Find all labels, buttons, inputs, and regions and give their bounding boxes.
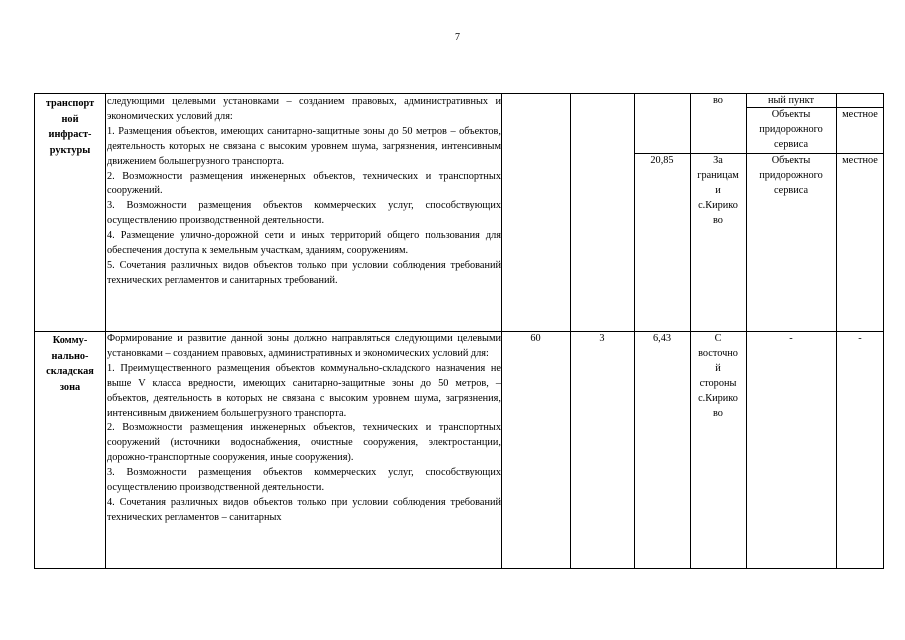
- area-cell: 20,85: [650, 155, 674, 166]
- location-cell: За границам и с.Кирико во: [697, 155, 739, 226]
- object-cell: Объекты придорожного сервиса: [759, 109, 823, 150]
- zone-table: [34, 93, 884, 569]
- object-cell: -: [789, 333, 793, 344]
- zone-name: Комму- нально- складская зона: [46, 335, 94, 393]
- zone-description: следующими целевыми установками – созданием правовых, административных и экономических условий для: 1. Размещения объектов, имеющих санитарно-защитные зоны до 50 метров – объектов, деятельность которых не связана с высоким уровнем шума, загрязнения, интенсивным движением большегрузного транспорта. 2. Возможности размещения инженерных объектов, технических и транспортных сооружений. 3. Возможности размещения объектов коммерческих услуг, способствующих осуществлению производственной деятельности. 4. Размещение улично-дорожной сети и иных территорий общего пользования для обеспечения доступа к земельным участкам, зданиям, сооружениям. 5. Сочетания различных видов объектов только при условии соблюдения требований технических регламентов и санитарных требований.: [107, 96, 501, 286]
- object-cell: ный пункт: [767, 95, 815, 106]
- zone-name: транспорт ной инфраст- руктуры: [45, 98, 95, 156]
- value-cell: 60: [530, 333, 541, 344]
- page-number: 7: [455, 32, 460, 43]
- location-cell: во: [713, 95, 723, 106]
- location-cell: С восточно й стороны с.Кирико во: [698, 333, 738, 419]
- significance-cell: -: [858, 333, 862, 344]
- significance-cell: местное: [842, 155, 878, 166]
- significance-cell: местное: [842, 109, 878, 120]
- object-cell: Объекты придорожного сервиса: [759, 155, 823, 196]
- value-cell: 3: [599, 333, 605, 344]
- area-cell: 6,43: [652, 333, 672, 344]
- zone-description: Формирование и развитие данной зоны должно направляться следующими целевыми установками – созданием правовых, административных и экономических условий для: 1. Преимущественного размещения объектов коммунально-складского назначения не выше V класса вредности, имеющих санитарно-защитные зоны до 50 метров, – объектов, деятельность в которых не связана с высоким уровнем шума, загрязнения, интенсивным движением большегрузного транспорта. 2. Возможности размещения инженерных объектов, технических и транспортных сооружений (источники водоснабжения, очистные сооружения, электростанции, дорожно-транспортные сооружения, иные сооружения). 3. Возможности размещения объектов коммерческих услуг, способствующих осуществлению производственной деятельности. 4. Сочетания различных видов объектов только при условии соблюдения требований технических регламентов – санитарных: [107, 333, 501, 523]
